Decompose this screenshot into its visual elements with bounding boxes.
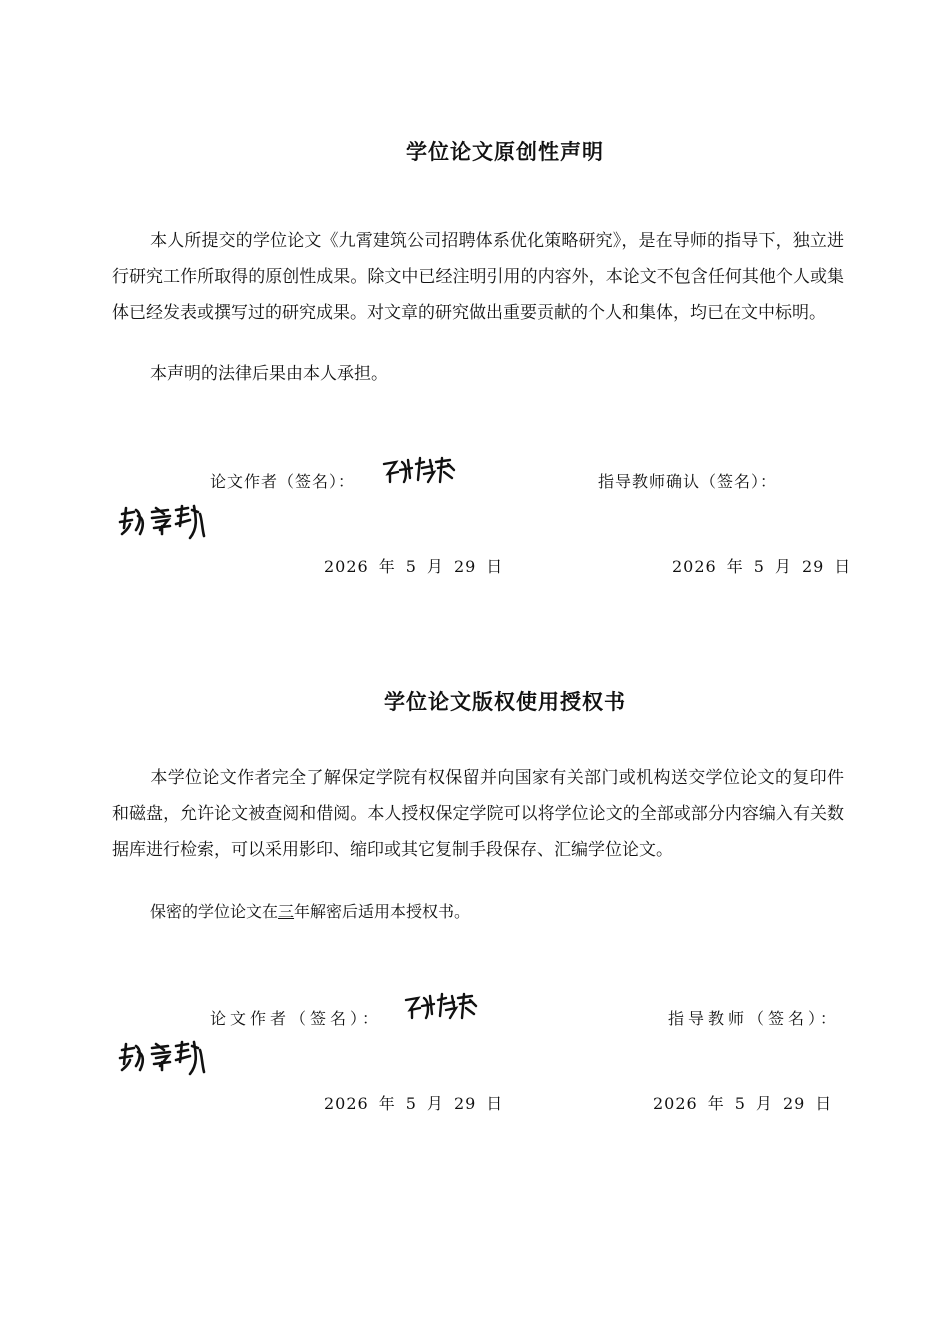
author-signature-image (400, 988, 480, 1026)
originality-author-date (324, 554, 503, 577)
date-year-unit: 年 (378, 1094, 396, 1113)
copyright-paragraph-2 (150, 899, 470, 922)
date-month: 5 (405, 1094, 417, 1113)
date-month: 5 (405, 557, 417, 576)
date-day-unit: 日 (834, 557, 852, 576)
date-year-unit: 年 (378, 557, 396, 576)
date-day: 29 (453, 1094, 477, 1113)
date-year: 2026 (324, 557, 369, 576)
originality-title: 学位论文原创性声明 (406, 140, 604, 164)
copyright-paragraph-1 (112, 760, 844, 868)
advisor-signature-image (116, 1036, 210, 1078)
originality-paragraph-2: 本声明的法律后果由本人承担。 (150, 364, 388, 384)
date-year: 2026 (672, 557, 717, 576)
copyright-advisor-label: 指导教师（签名）： (668, 1009, 841, 1028)
copyright-author-date (324, 1091, 503, 1114)
author-signature-image (378, 452, 458, 490)
date-day-unit: 日 (486, 557, 504, 576)
confidential-years: 三 (278, 902, 295, 921)
copyright-paragraph-1-text: 本学位论文作者完全了解保定学院有权保留并向国家有关部门或机构送交学位论文的复印件和磁盘，允许论文被查阅和借阅。本人授权保定学院可以将学位论文的全部或部分内容编入有关数据库进行检索，可以采用影印、缩印或其它复制手段保存、汇编学位论文。 (112, 768, 844, 860)
date-year: 2026 (653, 1094, 698, 1113)
copyright-author-label: 论文作者（签名）： (210, 1009, 383, 1028)
copyright-paragraph-2-pre: 保密的学位论文在 (150, 902, 279, 921)
date-day: 29 (782, 1094, 806, 1113)
originality-paragraph-1-text: 本人所提交的学位论文《九霄建筑公司招聘体系优化策略研究》，是在导师的指导下，独立进行研究工作所取得的原创性成果。除文中已经注明引用的内容外，本论文不包含任何其他个人或集体已经发表或撰写过的研究成果。对文章的研究做出重要贡献的个人和集体，均已在文中标明。 (112, 231, 844, 323)
originality-advisor-label: 指导教师确认（签名）： (598, 472, 778, 491)
date-month-unit: 月 (755, 1094, 773, 1113)
date-day: 29 (453, 557, 477, 576)
copyright-title: 学位论文版权使用授权书 (384, 690, 626, 714)
date-year-unit: 年 (707, 1094, 725, 1113)
advisor-signature-image (116, 500, 210, 542)
date-month-unit: 月 (426, 557, 444, 576)
copyright-advisor-date (653, 1091, 832, 1114)
date-month: 5 (753, 557, 765, 576)
originality-paragraph-1 (112, 223, 844, 331)
date-day: 29 (801, 557, 825, 576)
date-month-unit: 月 (774, 557, 792, 576)
date-year: 2026 (324, 1094, 369, 1113)
originality-author-label: 论文作者（签名）： (210, 472, 356, 491)
date-month: 5 (734, 1094, 746, 1113)
copyright-paragraph-2-post: 年解密后适用本授权书。 (294, 902, 471, 921)
date-day-unit: 日 (815, 1094, 833, 1113)
date-day-unit: 日 (486, 1094, 504, 1113)
date-month-unit: 月 (426, 1094, 444, 1113)
originality-advisor-date (672, 554, 851, 577)
date-year-unit: 年 (726, 557, 744, 576)
